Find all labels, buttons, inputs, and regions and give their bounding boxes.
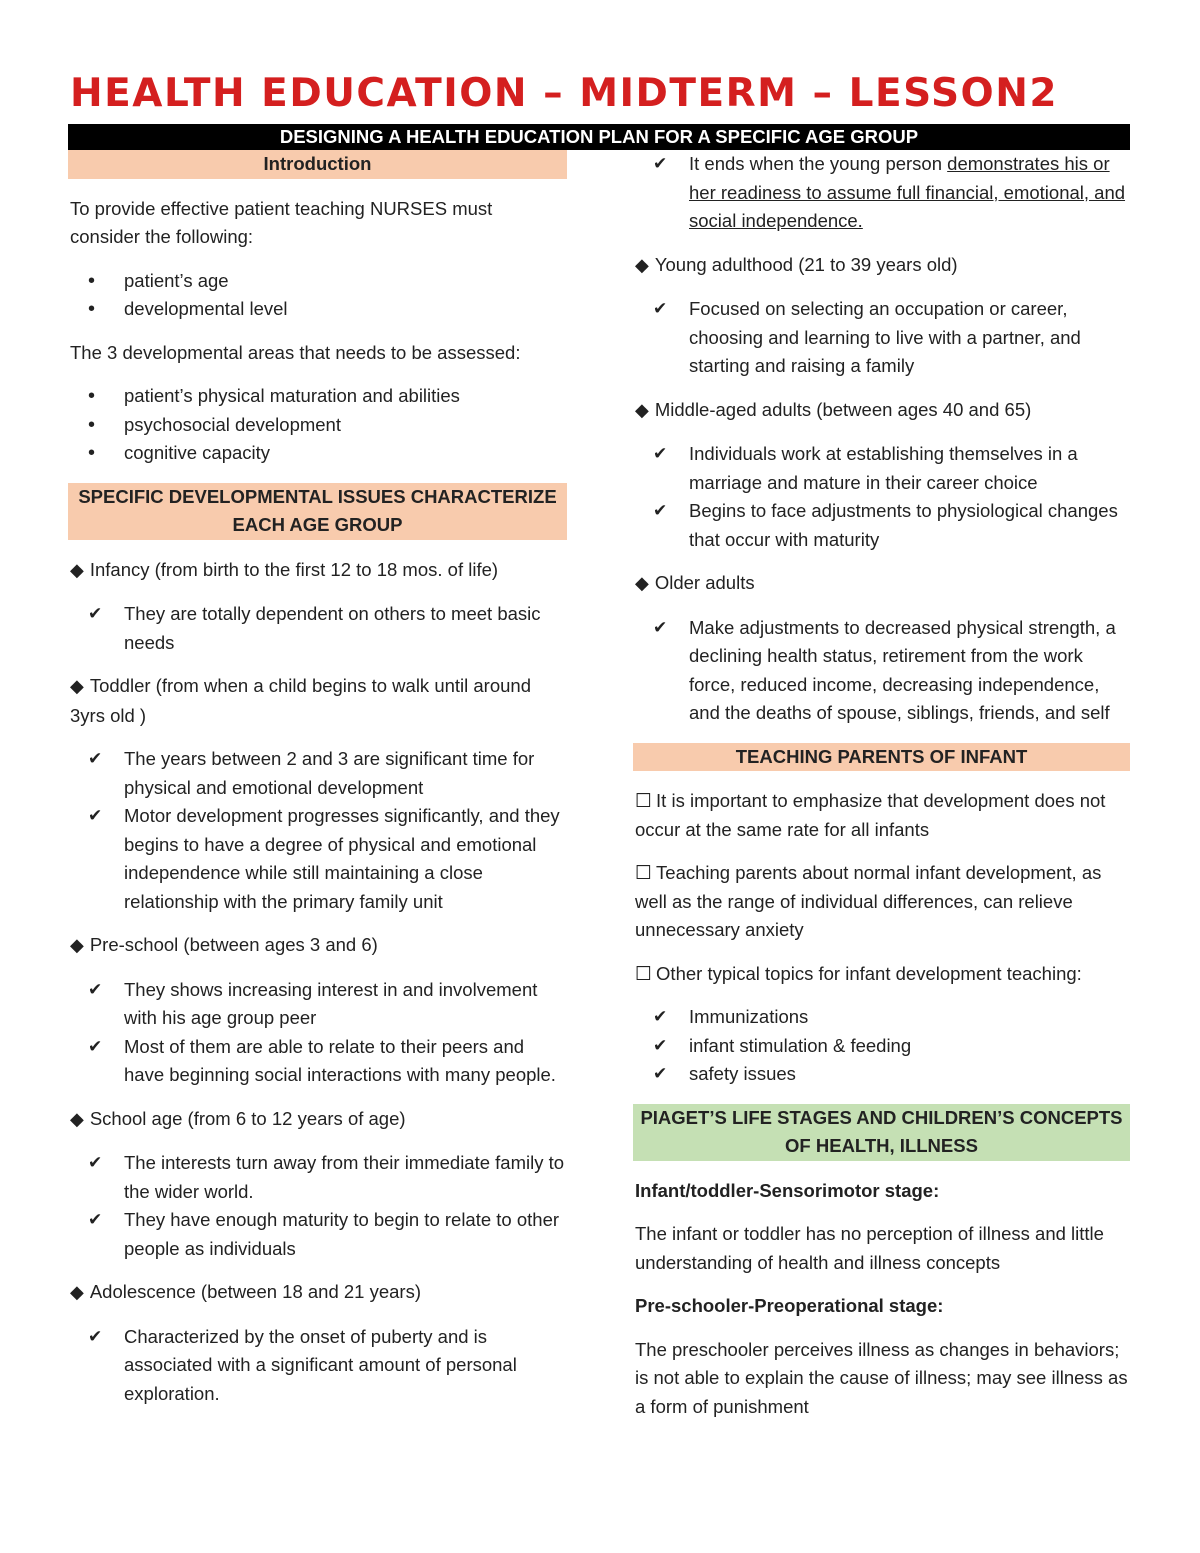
- check-icon: ✔: [653, 299, 668, 319]
- section-heading-introduction: Introduction: [68, 150, 567, 179]
- check-icon: ✔: [653, 154, 668, 174]
- stage-school-age: [70, 1105, 567, 1135]
- list-item: ✔ Most of them are able to relate to their peers and have beginning social interactions with many people.: [70, 1033, 567, 1090]
- list-item: ✔ Make adjustments to decreased physical strength, a declining health status, retirement from the work force, reduced income, decreasing independence, and the deaths of spouse, siblings, friends, and self: [635, 614, 1130, 728]
- school-age-list: [70, 1149, 567, 1263]
- check-icon: ✔: [88, 1210, 103, 1230]
- list-item: • patient’s age: [70, 267, 567, 296]
- stage-label: Toddler (from when a child begins to walk until around 3yrs old ): [70, 675, 531, 726]
- adolescence-list: [70, 1323, 567, 1409]
- stage-adolescence: [70, 1278, 567, 1308]
- list-item: ✔ infant stimulation & feeding: [635, 1032, 1130, 1061]
- stage-label: Pre-school (between ages 3 and 6): [89, 934, 378, 955]
- stage-text: The infant or toddler has no perception of illness and little understanding of health and illness concepts: [635, 1223, 1104, 1273]
- check-icon: ✔: [88, 749, 103, 769]
- diamond-icon: ◆: [70, 1282, 84, 1303]
- check-icon: ✔: [88, 979, 103, 1000]
- stage-label: Older adults: [654, 572, 755, 593]
- stage-toddler: [70, 672, 567, 730]
- list-item: ✔ They are totally dependent on others to meet basic needs: [70, 600, 567, 657]
- check-icon: ✔: [653, 1035, 668, 1056]
- right-column: [635, 150, 1130, 1436]
- stage-young-adulthood: [635, 251, 1130, 281]
- stage-title: Infant/toddler-Sensorimotor stage:: [635, 1179, 940, 1201]
- parents-point: ☐ Teaching parents about normal infant development, as well as the range of individual differences, can relieve unnecessary anxiety: [635, 862, 1102, 940]
- list-item: • psychosocial development: [70, 411, 567, 440]
- preschool-list: [70, 976, 567, 1090]
- list-item: ✔ They have enough maturity to begin to relate to other people as individuals: [70, 1206, 567, 1263]
- consider-list: [70, 267, 567, 324]
- list-item: ✔ It ends when the young person demonstrates his or her readiness to assume full financial, emotional, and social independence.: [635, 150, 1130, 236]
- check-icon: ✔: [88, 1326, 103, 1347]
- stage-label: Adolescence (between 18 and 21 years): [89, 1281, 422, 1302]
- list-item: ✔ Motor development progresses significantly, and they begins to have a degree of physical and emotional independence while still maintaining a close relationship with the primary family unit: [70, 802, 567, 916]
- list-item: • cognitive capacity: [70, 439, 567, 468]
- check-icon: ✔: [88, 806, 103, 826]
- diamond-icon: ◆: [70, 1108, 84, 1130]
- stage-label: Middle-aged adults (between ages 40 and 65): [654, 398, 1032, 420]
- middle-aged-list: [635, 440, 1130, 554]
- diamond-icon: ◆: [70, 559, 84, 581]
- stage-title: Pre-schooler-Preoperational stage:: [635, 1295, 944, 1316]
- check-icon: ✔: [653, 1064, 668, 1084]
- stage-older-adults: [635, 569, 1130, 599]
- areas-list: [70, 382, 567, 468]
- underlined-text: demonstrates his or her readiness to assume full financial, emotional, and social independence.: [689, 153, 1126, 231]
- list-item: ✔ Begins to face adjustments to physiological changes that occur with maturity: [635, 497, 1130, 554]
- stage-label: Infancy (from birth to the first 12 to 18 mos. of life): [89, 558, 499, 580]
- adolescence-end-list: [635, 150, 1130, 236]
- young-adult-list: [635, 295, 1130, 381]
- diamond-icon: ◆: [635, 399, 649, 421]
- list-item: ✔ The interests turn away from their immediate family to the wider world.: [70, 1149, 567, 1206]
- parents-point: ☐ Other typical topics for infant development teaching:: [635, 962, 1082, 985]
- areas-text: The 3 developmental areas that needs to be assessed:: [70, 341, 521, 363]
- diamond-icon: ◆: [635, 254, 649, 276]
- list-item: • patient’s physical maturation and abilities: [70, 382, 567, 411]
- check-icon: ✔: [653, 1007, 668, 1027]
- check-icon: ✔: [653, 617, 668, 638]
- list-item: ✔ Characterized by the onset of puberty and is associated with a significant amount of personal exploration.: [70, 1323, 567, 1409]
- list-item: ✔ Individuals work at establishing themselves in a marriage and mature in their career choice: [635, 440, 1130, 497]
- stage-middle-aged: [635, 396, 1130, 426]
- list-item: ✔ They shows increasing interest in and involvement with his age group peer: [70, 976, 567, 1033]
- check-icon: ✔: [88, 604, 103, 624]
- list-item: ✔ The years between 2 and 3 are significant time for physical and emotional development: [70, 745, 567, 802]
- diamond-icon: ◆: [70, 676, 84, 697]
- list-item: • developmental level: [70, 295, 567, 324]
- section-heading-teaching-parents: TEACHING PARENTS OF INFANT: [633, 743, 1130, 772]
- diamond-icon: ◆: [635, 573, 649, 594]
- page-title: HEALTH EDUCATION – MIDTERM – LESSON2: [70, 71, 1058, 116]
- section-heading-piaget: PIAGET’S LIFE STAGES AND CHILDREN’S CONCEPTS OF HEALTH, ILLNESS: [633, 1104, 1130, 1161]
- left-column: [70, 150, 567, 1423]
- infancy-list: [70, 600, 567, 657]
- check-icon: ✔: [88, 1153, 103, 1173]
- stage-text: The preschooler perceives illness as changes in behaviors; is not able to explain the cause of illness; may see illness as a form of punishment: [635, 1338, 1128, 1417]
- checkbox-icon: ☐: [635, 790, 653, 812]
- stage-label: School age (from 6 to 12 years of age): [89, 1107, 406, 1129]
- diamond-icon: ◆: [70, 935, 84, 956]
- list-item: ✔ Immunizations: [635, 1003, 1130, 1032]
- list-item: ✔ Focused on selecting an occupation or career, choosing and learning to live with a partner, and starting and raising a family: [635, 295, 1130, 381]
- check-icon: ✔: [653, 444, 668, 464]
- stage-infancy: [70, 556, 567, 586]
- parents-point: ☐ It is important to emphasize that development does not occur at the same rate for all infants: [635, 790, 1106, 840]
- banner-heading: DESIGNING A HEALTH EDUCATION PLAN FOR A SPECIFIC AGE GROUP: [68, 124, 1130, 150]
- stage-label: Young adulthood (21 to 39 years old): [654, 253, 958, 275]
- older-adults-list: [635, 614, 1130, 728]
- stage-preschool: [70, 931, 567, 961]
- section-heading-developmental-issues: SPECIFIC DEVELOPMENTAL ISSUES CHARACTERIZE EACH AGE GROUP: [68, 483, 567, 540]
- check-icon: ✔: [653, 501, 668, 521]
- toddler-list: [70, 745, 567, 916]
- checkbox-icon: ☐: [635, 862, 653, 884]
- check-icon: ✔: [88, 1036, 103, 1057]
- topics-list: [635, 1003, 1130, 1089]
- list-item: ✔ safety issues: [635, 1060, 1130, 1089]
- checkbox-icon: ☐: [635, 962, 653, 985]
- intro-text: To provide effective patient teaching NURSES must consider the following:: [70, 197, 493, 247]
